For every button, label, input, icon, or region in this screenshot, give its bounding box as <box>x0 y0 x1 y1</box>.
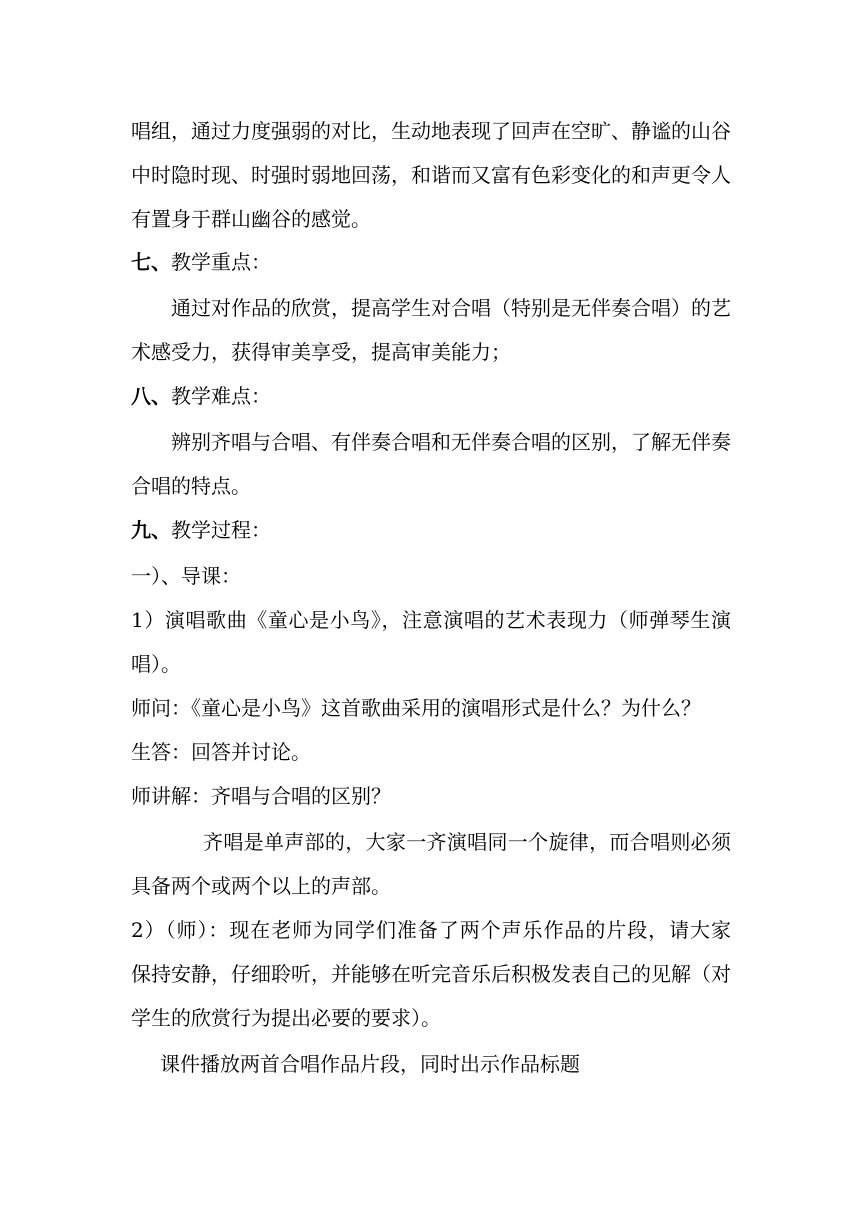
body-text-line: 通过对作品的欣赏，提高学生对合唱（特别是无伴奏合唱）的艺 <box>171 296 731 320</box>
section-heading-difficulties <box>131 383 731 409</box>
body-text-line: 齐唱是单声部的，大家一齐演唱同一个旋律，而合唱则必须 <box>203 830 731 854</box>
section-heading-process <box>131 517 731 543</box>
body-text-line: 2）（师）：现在老师为同学们准备了两个声乐作品的片段，请大家 <box>131 918 731 942</box>
body-text-line: 唱组，通过力度强弱的对比，生动地表现了回声在空旷、静谧的山谷 <box>131 119 731 143</box>
body-text-line: 课件播放两首合唱作品片段，同时出示作品标题 <box>160 1052 580 1076</box>
heading-text: 教学难点： <box>171 384 271 408</box>
student-answer: 生答：回答并讨论。 <box>131 740 311 764</box>
heading-text: 教学过程： <box>171 518 271 542</box>
body-text-line: 有置身于群山幽谷的感觉。 <box>131 207 371 231</box>
subsection-title: 一）、导课： <box>131 564 241 588</box>
heading-number: 八、 <box>131 384 171 408</box>
body-text-line: 学生的欣赏行为提出必要的要求）。 <box>131 1006 441 1030</box>
teacher-explanation: 师讲解：齐唱与合唱的区别？ <box>131 784 391 808</box>
body-text-line: 具备两个或两个以上的声部。 <box>131 874 391 898</box>
heading-number: 七、 <box>131 250 171 274</box>
section-heading-key-points <box>131 249 731 275</box>
heading-number: 九、 <box>131 518 171 542</box>
heading-text: 教学重点： <box>171 250 271 274</box>
teacher-question: 师问：《童心是小鸟》这首歌曲采用的演唱形式是什么？为什么？ <box>131 696 701 720</box>
body-text-line: 合唱的特点。 <box>131 474 251 498</box>
body-text-line: 1）演唱歌曲《童心是小鸟》，注意演唱的艺术表现力（师弹琴生演 <box>131 608 731 632</box>
body-text-line: 唱）。 <box>131 652 181 676</box>
body-text-line: 中时隐时现、时强时弱地回荡，和谐而又富有色彩变化的和声更令人 <box>131 163 731 187</box>
body-text-line: 辨别齐唱与合唱、有伴奏合唱和无伴奏合唱的区别，了解无伴奏 <box>171 430 731 454</box>
body-text-line: 术感受力，获得审美享受，提高审美能力； <box>131 340 511 364</box>
body-text-line: 保持安静，仔细聆听，并能够在听完音乐后积极发表自己的见解（对 <box>131 962 731 986</box>
